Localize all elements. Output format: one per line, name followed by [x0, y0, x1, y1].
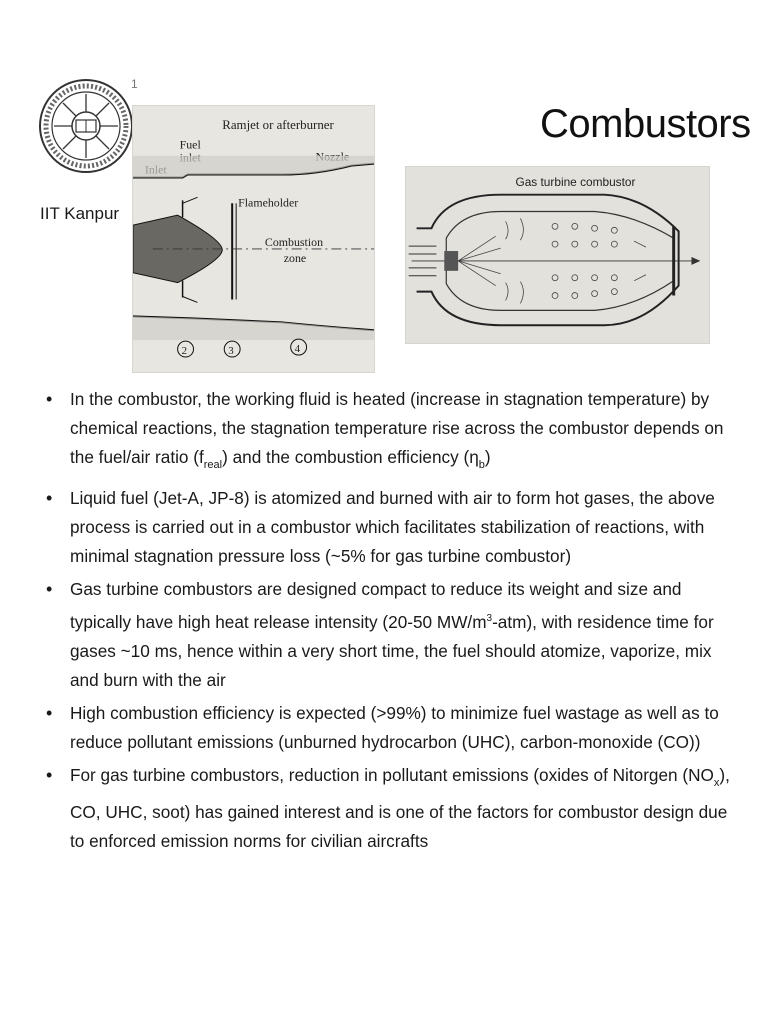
- institution-name: IIT Kanpur: [40, 204, 120, 223]
- bullet-item: • Liquid fuel (Jet-A, JP-8) is atomized and burned with air to form hot gases, the above process is carried out in a combustor which facilitates stabilization of reactions, with minimal stagnation pressure loss (~5% for gas turbine combustor): [44, 484, 744, 571]
- gas-turbine-combustor-diagram: [405, 166, 710, 344]
- station-4: 4: [294, 343, 301, 356]
- label-fuel: Fuel: [179, 137, 201, 152]
- bullet-item: • Gas turbine combustors are designed compact to reduce its weight and size and typically have high heat release intensity (20-50 $MW/m^3-atm$), with residence time for gases ~10 ms, hence within a very short time, the fuel should atomize, vaporize, mix and burn with the air: [44, 575, 744, 695]
- slide-title: Combustors: [540, 102, 751, 146]
- ramjet-diagram: [132, 105, 375, 373]
- bullet-item: • High combustion efficiency is expected (>99%) to minimize fuel wastage as well as to reduce pollutant emissions (unburned hydrocarbon (UHC), carbon-monoxide (CO)): [44, 699, 744, 757]
- station-3: 3: [228, 345, 234, 358]
- station-2: 2: [181, 345, 188, 358]
- label-combustion: Combustion: [264, 234, 324, 249]
- ramjet-caption: Ramjet or afterburner: [222, 117, 334, 132]
- bullet-item: • In the combustor, the working fluid is heated (increase in stagnation temperature) by chemical reactions, the stagnation temperature rise across the combustor depends on the fuel/air ratio $(f_{real})$ and the combustion efficiency $(\eta_b)$: [44, 385, 744, 480]
- label-zone: zone: [283, 250, 307, 265]
- bullet-list: [44, 385, 744, 860]
- label-flameholder: Flameholder: [238, 195, 299, 210]
- gas-turbine-caption: Gas turbine combustor: [515, 174, 636, 189]
- iit-kanpur-logo: [38, 78, 134, 174]
- page-number: 1: [131, 77, 138, 91]
- bullet-item: • For gas turbine combustors, reduction in pollutant emissions (oxides of Nitorgen $(NO_x)$, CO, UHC, soot) has gained interest and is one of the factors for combustor design due to enforced emission norms for civilian aircrafts: [44, 761, 744, 856]
